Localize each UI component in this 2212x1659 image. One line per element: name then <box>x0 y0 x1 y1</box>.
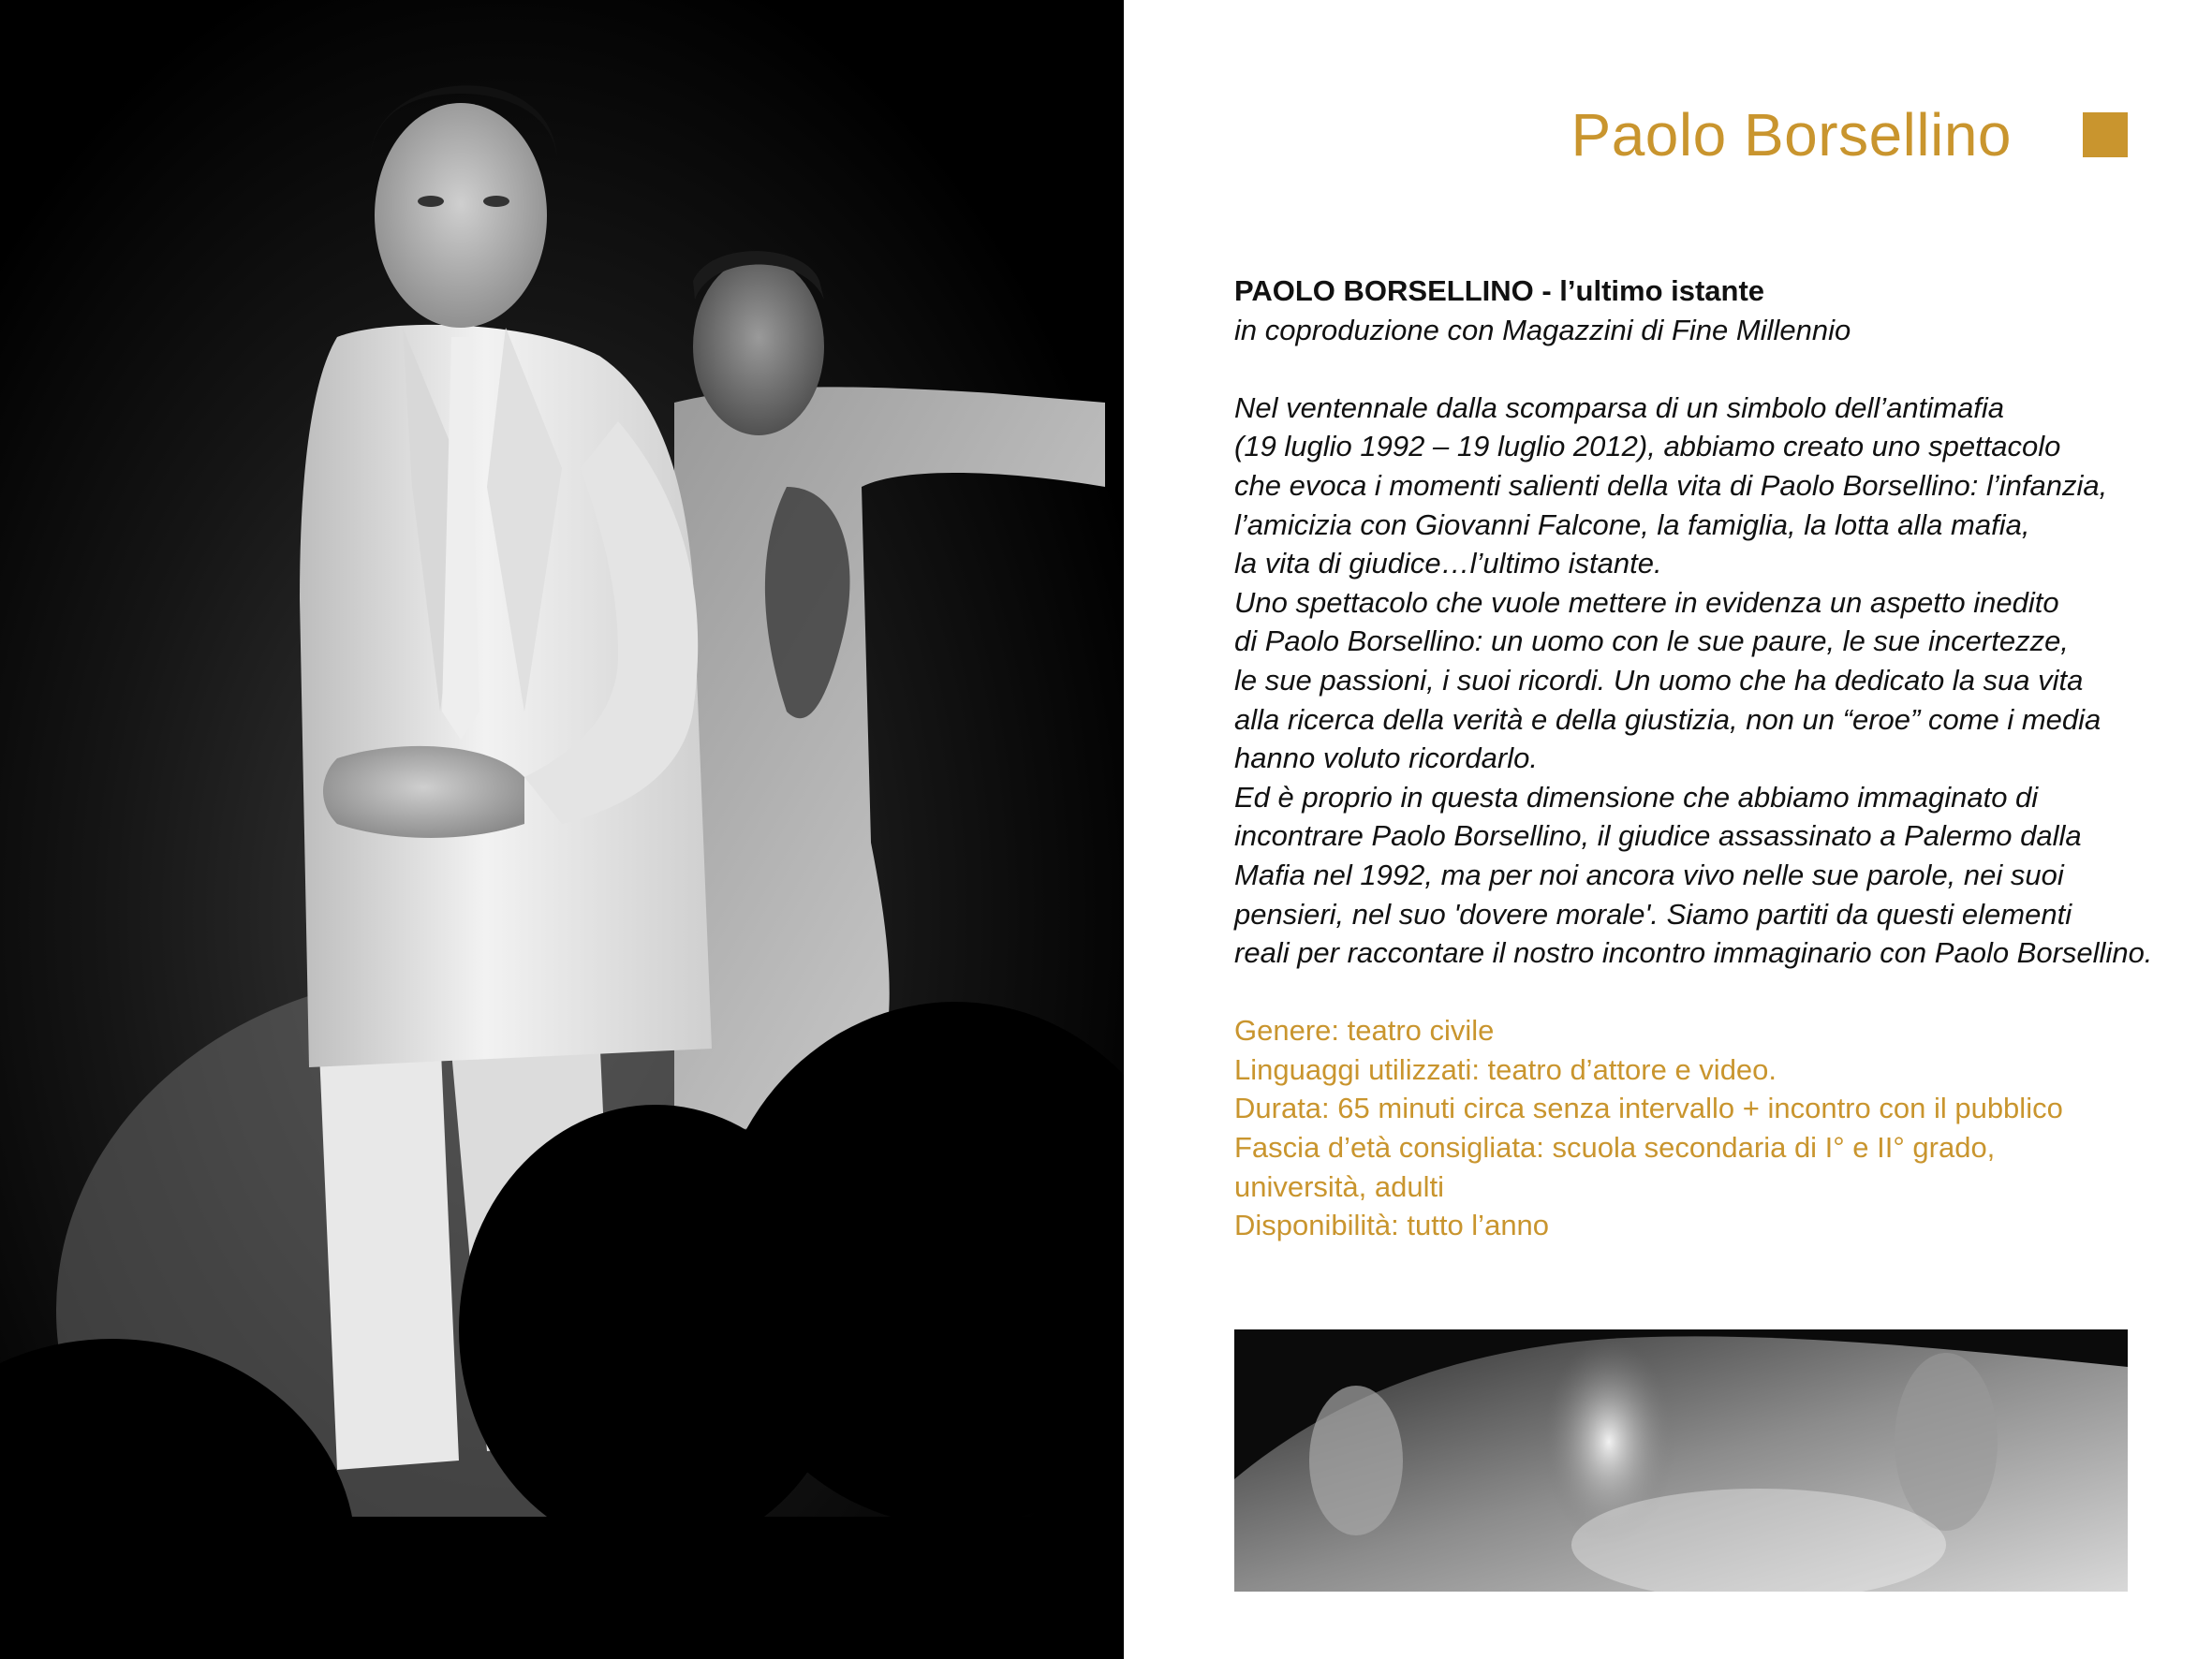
text-block <box>1234 272 2180 1245</box>
description-line: hanno voluto ricordarlo. <box>1234 741 1538 775</box>
description-line: Nel ventennale dalla scomparsa di un simbolo dell’antimafia <box>1234 390 2004 424</box>
description-line: Mafia nel 1992, ma per noi ancora vivo nelle sue parole, nei suoi <box>1234 858 2064 891</box>
spacer <box>1234 349 2180 389</box>
description-line: Ed è proprio in questa dimensione che abbiamo immaginato di <box>1234 780 2039 814</box>
description-line: reali per raccontare il nostro incontro immaginario con Paolo Borsellino. <box>1234 936 2153 970</box>
description-line: Uno spettacolo che vuole mettere in evidenza un aspetto inedito <box>1234 585 2059 619</box>
description-line: l’amicizia con Giovanni Falcone, la famiglia, la lotta alla mafia, <box>1234 507 2030 541</box>
description-line: le sue passioni, i suoi ricordi. Un uomo che ha dedicato la sua vita <box>1234 663 2084 697</box>
fabric-photo-illustration <box>1234 1329 2128 1592</box>
description-line: che evoca i momenti salienti della vita di Paolo Borsellino: l’infanzia, <box>1234 468 2108 502</box>
description-line: la vita di giudice…l’ultimo istante. <box>1234 547 1662 580</box>
info-languages: Linguaggi utilizzati: teatro d’attore e video. <box>1234 1052 1777 1086</box>
spacer <box>1234 973 2180 1012</box>
info-genre: Genere: teatro civile <box>1234 1014 1495 1048</box>
coproduction-line: in coproduzione con Magazzini di Fine Millennio <box>1234 313 1851 346</box>
show-headline: PAOLO BORSELLINO - l’ultimo istante <box>1234 274 1765 307</box>
fabric-photo <box>1234 1329 2128 1592</box>
info-age-range-cont: università, adulti <box>1234 1169 1445 1203</box>
description-line: pensieri, nel suo 'dovere morale'. Siamo partiti da questi elementi <box>1234 897 2072 931</box>
info-age-range: Fascia d’età consigliata: scuola secondaria di I° e II° grado, <box>1234 1131 1996 1165</box>
show-info <box>1234 1011 2180 1245</box>
title-accent-square <box>2083 112 2128 157</box>
description-line: alla ricerca della verità e della giustizia, non un “eroe” come i media <box>1234 702 2101 736</box>
description-line: di Paolo Borsellino: un uomo con le sue paure, le sue incertezze, <box>1234 624 2069 658</box>
info-availability: Disponibilità: tutto l’anno <box>1234 1209 1550 1242</box>
page-title: Paolo Borsellino <box>1571 101 2012 169</box>
description <box>1234 389 2180 973</box>
info-duration: Durata: 65 minuti circa senza intervallo + incontro con il pubblico <box>1234 1092 2063 1125</box>
description-line: (19 luglio 1992 – 19 luglio 2012), abbiamo creato uno spettacolo <box>1234 430 2061 463</box>
description-line: incontrare Paolo Borsellino, il giudice assassinato a Palermo dalla <box>1234 819 2082 853</box>
